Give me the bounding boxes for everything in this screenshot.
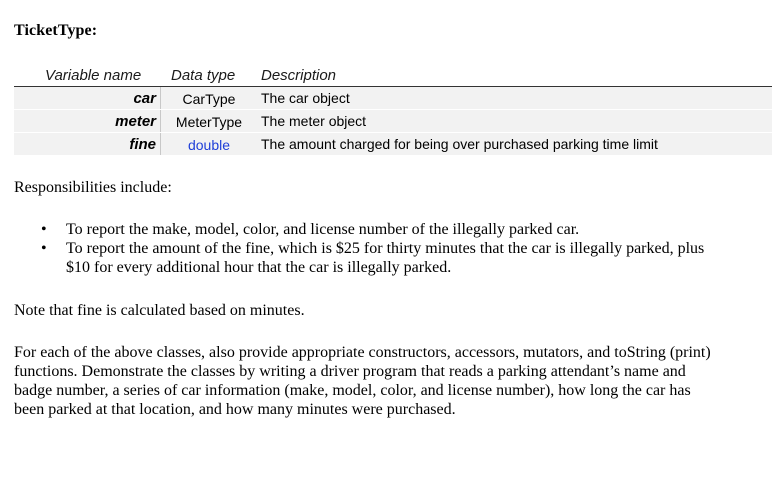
bullet-icon: •: [41, 240, 47, 257]
data-type-cell: MeterType: [175, 114, 243, 130]
header-data-type: Data type: [171, 67, 236, 84]
table-row: [14, 110, 772, 133]
description-cell: The amount charged for being over purchased parking time limit: [261, 136, 658, 152]
instructions-paragraph: For each of the above classes, also provide appropriate constructors, accessors, mutators, and toString (print) functions. Demonstrate the classes by writing a driver program that reads a parking attendant’s name and badge number, a series of car information (make, model, color, and license number), how long the car has been parked at that location, and how many minutes were purchased.: [14, 344, 711, 418]
bullet-icon: •: [41, 221, 47, 238]
variable-name-cell: fine: [129, 136, 156, 153]
list-item: [14, 239, 714, 277]
section-heading: TicketType:: [14, 22, 98, 39]
description-cell: The car object: [261, 90, 350, 106]
description-cell: The meter object: [261, 113, 367, 129]
variable-table: [14, 66, 772, 156]
header-description: Description: [261, 67, 337, 84]
list-item-text: To report the amount of the fine, which is $25 for thirty minutes that the car is illegally parked, plus $10 for every additional hour that the car is illegally parked.: [66, 240, 705, 276]
data-type-cell: double: [187, 137, 231, 153]
list-item-text: To report the make, model, color, and license number of the illegally parked car.: [66, 221, 580, 238]
list-item: [14, 220, 714, 239]
responsibilities-list: [14, 220, 714, 277]
variable-name-cell: car: [133, 90, 156, 107]
table-row: [14, 133, 772, 156]
variable-name-cell: meter: [115, 113, 156, 130]
header-variable-name: Variable name: [45, 67, 142, 84]
table-header: [14, 66, 772, 87]
table-row: [14, 87, 772, 110]
responsibilities-intro: Responsibilities include:: [14, 179, 172, 196]
note-paragraph: Note that fine is calculated based on minutes.: [14, 302, 305, 319]
data-type-cell: CarType: [182, 91, 236, 107]
